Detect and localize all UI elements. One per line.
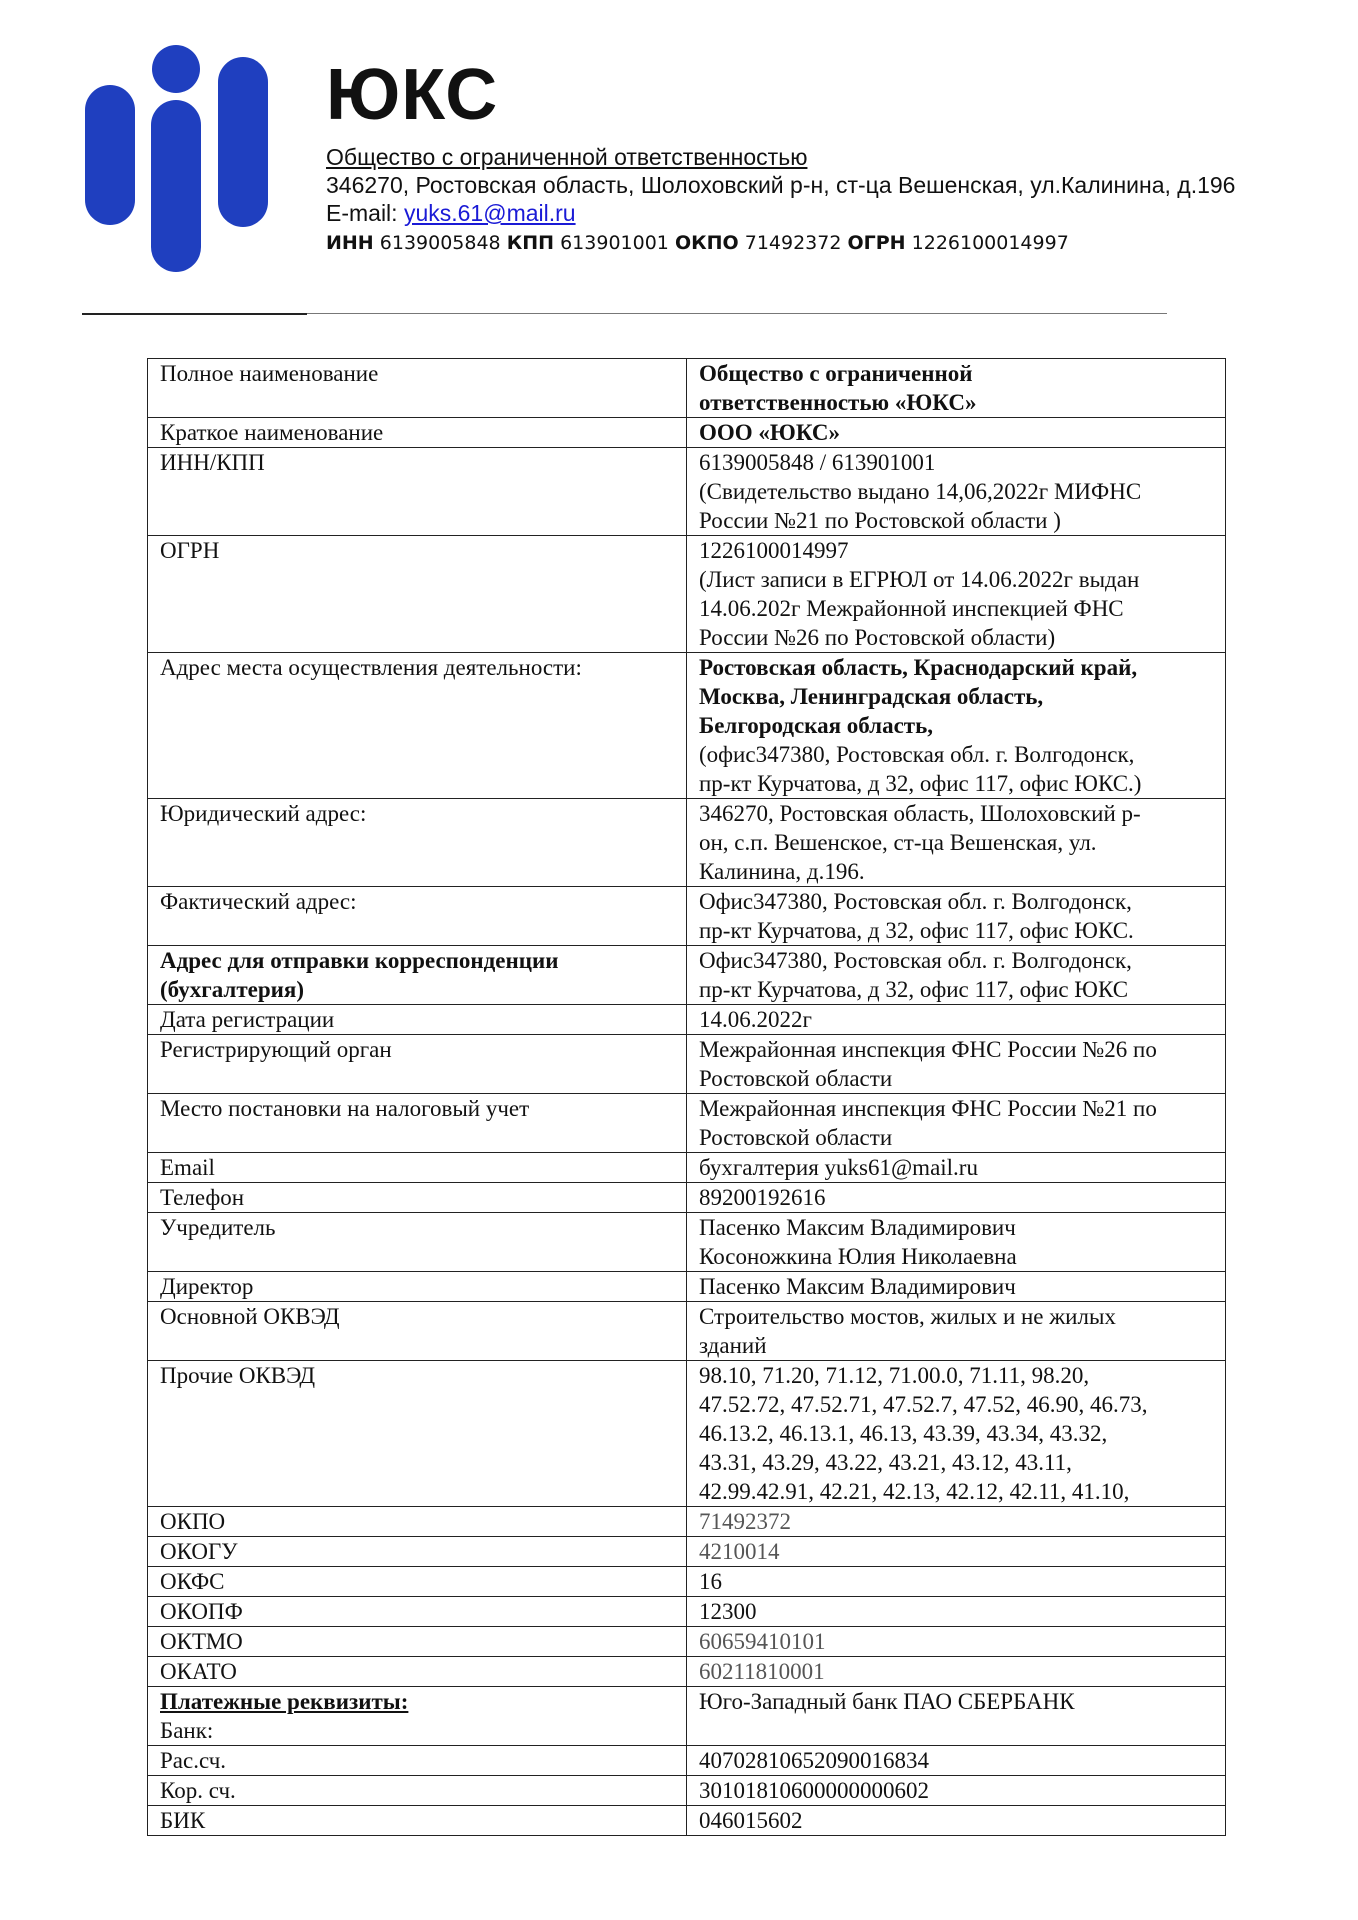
okpo-value: 71492372 <box>744 232 842 254</box>
table-row <box>148 1567 1226 1597</box>
row-label: Юридический адрес: <box>148 799 687 887</box>
row-value: Офис347380, Ростовская обл. г. Волгодонск, пр-кт Курчатова, д 32, офис 117, офис ЮКС. <box>687 887 1226 946</box>
table-row <box>148 1094 1226 1153</box>
table-row <box>148 1035 1226 1094</box>
row-value: 30101810600000000602 <box>687 1776 1226 1806</box>
table-row <box>148 536 1226 653</box>
table-row <box>148 799 1226 887</box>
row-value: 1226100014997 (Лист записи в ЕГРЮЛ от 14.06.2022г выдан 14.06.202г Межрайонной инспекцией ФНС России №26 по Ростовской области) <box>687 536 1226 653</box>
kpp-value: 613901001 <box>560 232 669 254</box>
header-divider <box>82 313 1167 314</box>
email-label: E-mail: <box>326 200 404 226</box>
kpp-label: КПП <box>506 232 555 254</box>
row-value: 89200192616 <box>687 1183 1226 1213</box>
row-label: ОКАТО <box>148 1657 687 1687</box>
table-row <box>148 1183 1226 1213</box>
row-value: 98.10, 71.20, 71.12, 71.00.0, 71.11, 98.20, 47.52.72, 47.52.71, 47.52.7, 47.52, 46.90, 46.73, 46.13.2, 46.13.1, 46.13, 43.39, 43.34, 43.32, 43.31, 43.29, 43.22, 43.21, 43.12, 43.11, 42.99.42.91, 42.21, 42.13, 42.12, 42.11, 41.10, <box>687 1361 1226 1507</box>
row-value: Юго-Западный банк ПАО СБЕРБАНК <box>687 1687 1226 1746</box>
ogrn-label: ОГРН <box>847 232 906 254</box>
table-row <box>148 1687 1226 1746</box>
logo-graphic <box>58 22 298 277</box>
table-row <box>148 359 1226 418</box>
row-value-bold: Ростовская область, Краснодарский край, Москва, Ленинградская область, Белгородская область, <box>699 655 1138 738</box>
row-value: 14.06.2022г <box>687 1005 1226 1035</box>
row-label: Учредитель <box>148 1213 687 1272</box>
table-row <box>148 1302 1226 1361</box>
row-label: ОКФС <box>148 1567 687 1597</box>
row-label: Прочие ОКВЭД <box>148 1361 687 1507</box>
row-value: 16 <box>687 1567 1226 1597</box>
table-row <box>148 1776 1226 1806</box>
row-label: ОКТМО <box>148 1627 687 1657</box>
company-codes <box>326 229 1326 257</box>
row-value: 60211810001 <box>687 1657 1226 1687</box>
row-label: ОКПО <box>148 1507 687 1537</box>
row-value: Межрайонная инспекция ФНС России №26 по Ростовской области <box>687 1035 1226 1094</box>
row-label: Кор. сч. <box>148 1776 687 1806</box>
inn-label: ИНН <box>326 232 374 254</box>
table-row <box>148 1657 1226 1687</box>
row-label: Фактический адрес: <box>148 887 687 946</box>
row-value: Общество с ограниченной ответственностью «ЮКС» <box>687 359 1226 418</box>
row-label: Краткое наименование <box>148 418 687 448</box>
row-value: 71492372 <box>687 1507 1226 1537</box>
row-label: Адрес для отправки корреспонденции (бухгалтерия) <box>148 946 687 1005</box>
table-row <box>148 1005 1226 1035</box>
row-label: Место постановки на налоговый учет <box>148 1094 687 1153</box>
row-label <box>148 1687 687 1746</box>
okpo-label: ОКПО <box>674 232 739 254</box>
table-row <box>148 1361 1226 1507</box>
row-value: Межрайонная инспекция ФНС России №21 по Ростовской области <box>687 1094 1226 1153</box>
row-label: Email <box>148 1153 687 1183</box>
table-row <box>148 1153 1226 1183</box>
row-value: 046015602 <box>687 1806 1226 1836</box>
row-label: ОКОПФ <box>148 1597 687 1627</box>
requisites-table-body <box>148 359 1226 1836</box>
company-legal-form: Общество с ограниченной ответственностью <box>326 144 808 170</box>
ogrn-value: 1226100014997 <box>911 232 1069 254</box>
table-row <box>148 1627 1226 1657</box>
table-row <box>148 1597 1226 1627</box>
row-label-text: Банк: <box>160 1718 214 1743</box>
row-label: ОКОГУ <box>148 1537 687 1567</box>
company-logo <box>58 22 298 277</box>
table-row <box>148 1213 1226 1272</box>
table-row <box>148 448 1226 536</box>
table-row <box>148 1507 1226 1537</box>
table-row <box>148 1537 1226 1567</box>
table-row <box>148 653 1226 799</box>
row-value: Офис347380, Ростовская обл. г. Волгодонск, пр-кт Курчатова, д 32, офис 117, офис ЮКС <box>687 946 1226 1005</box>
company-brand-name: ЮКС <box>326 55 499 135</box>
row-value: Строительство мостов, жилых и не жилых зданий <box>687 1302 1226 1361</box>
row-value <box>687 653 1226 799</box>
row-label: Адрес места осуществления деятельности: <box>148 653 687 799</box>
table-row <box>148 418 1226 448</box>
table-row <box>148 887 1226 946</box>
inn-value: 6139005848 <box>379 232 501 254</box>
row-value-text: (офис347380, Ростовская обл. г. Волгодонск, пр-кт Курчатова, д 32, офис 117, офис ЮКС.) <box>699 742 1142 796</box>
row-value: Пасенко Максим Владимирович Косоножкина Юлия Николаевна <box>687 1213 1226 1272</box>
row-value: 12300 <box>687 1597 1226 1627</box>
row-label: Дата регистрации <box>148 1005 687 1035</box>
company-email-line <box>326 199 1326 227</box>
row-label: Полное наименование <box>148 359 687 418</box>
row-value: бухгалтерия yuks61@mail.ru <box>687 1153 1226 1183</box>
email-link[interactable]: yuks.61@mail.ru <box>403 200 576 226</box>
row-value: 4210014 <box>687 1537 1226 1567</box>
table-row <box>148 1272 1226 1302</box>
table-row <box>148 1746 1226 1776</box>
row-value: 60659410101 <box>687 1627 1226 1657</box>
company-address: 346270, Ростовская область, Шолоховский р-н, ст-ца Вешенская, ул.Калинина, д.196 <box>326 172 1236 198</box>
payment-details-heading: Платежные реквизиты: <box>160 1689 409 1714</box>
row-value: 40702810652090016834 <box>687 1746 1226 1776</box>
row-value: 346270, Ростовская область, Шолоховский р- он, с.п. Вешенское, ст-ца Вешенская, ул. Калинина, д.196. <box>687 799 1226 887</box>
row-value: 6139005848 / 613901001 (Свидетельство выдано 14,06,2022г МИФНС России №21 по Ростовской области ) <box>687 448 1226 536</box>
row-label: Регистрирующий орган <box>148 1035 687 1094</box>
row-label: Основной ОКВЭД <box>148 1302 687 1361</box>
row-label: ИНН/КПП <box>148 448 687 536</box>
row-label: ОГРН <box>148 536 687 653</box>
row-value: ООО «ЮКС» <box>687 418 1226 448</box>
requisites-table <box>147 358 1226 1836</box>
row-label: Директор <box>148 1272 687 1302</box>
table-row <box>148 1806 1226 1836</box>
company-header <box>326 55 1326 257</box>
row-value: Пасенко Максим Владимирович <box>687 1272 1226 1302</box>
row-label: Рас.сч. <box>148 1746 687 1776</box>
table-row <box>148 946 1226 1005</box>
row-label: БИК <box>148 1806 687 1836</box>
row-label: Телефон <box>148 1183 687 1213</box>
